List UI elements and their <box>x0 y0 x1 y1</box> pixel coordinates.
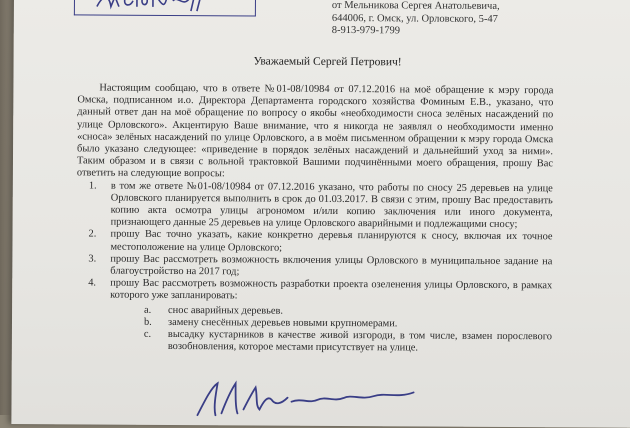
list-item <box>76 278 552 356</box>
item-number: 1. <box>88 180 97 192</box>
sub-item-letter: c. <box>143 328 152 340</box>
sub-list <box>110 304 552 356</box>
item-text: прошу Вас рассмотреть возможность включения улицы Орловского в муниципальное задание на благоустройство на 2017 год; <box>110 253 553 278</box>
sub-item-text: снос аварийных деревьев. <box>168 304 284 317</box>
sub-item-letter: a. <box>144 304 152 316</box>
sender-info <box>332 0 500 38</box>
sub-item-text: замену снесённых деревьев новыми крупномерами. <box>167 316 398 330</box>
handwritten-signature <box>191 379 421 418</box>
list-item <box>76 229 552 256</box>
item-text: прошу Вас рассмотреть возможность разработки проекта озеленения улицы Орловского, в рамках которого уже запланировать: <box>110 277 553 302</box>
sub-item-letter: b. <box>143 316 152 328</box>
registration-stamp <box>74 0 256 16</box>
sub-list-item <box>110 329 552 356</box>
letter-page <box>11 0 630 428</box>
stamp-handwriting <box>93 0 213 13</box>
sender-line: 644006, г. Омск, ул. Орловского, 5-47 <box>331 12 498 25</box>
question-list <box>76 180 553 356</box>
sender-line: 8-913-979-1799 <box>331 24 401 37</box>
item-number: 2. <box>88 228 97 240</box>
item-number: 3. <box>88 253 97 265</box>
list-item <box>77 180 553 232</box>
list-item <box>76 253 552 280</box>
item-text: прошу Вас точно указать, какие конкретно деревья планируются к сносу, включая их точное местоположение на улице Орловского; <box>110 229 553 254</box>
item-number: 4. <box>88 277 97 289</box>
sender-line: от Мельникова Сергея Анатольевича, <box>331 0 500 12</box>
letter-body <box>76 82 554 355</box>
sub-item-text: высадку кустарников в качестве живой изгороди, в том числе, взамен порослевого возобновления, которое местами присутствует на улице. <box>167 329 552 354</box>
greeting: Уважаемый Сергей Петрович! <box>253 55 402 69</box>
item-text: в том же ответе №01-08/10984 от 07.12.2016 указано, что работы по сносу 25 деревьев на улице Орловского планируется выполнить в срок до 01.03.2017. В связи с этим, прошу Вас предоставить копию акта осмотра улицы агрономом и/или копию заключения или иного документа, признающего данные 25 деревьев на улице Орловского аварийными и подлежащими сносу; <box>110 180 553 231</box>
intro-paragraph: Настоящим сообщаю, что в ответе №01-08/10984 от 07.12.2016 на моё обращение к мэру города Омска, подписанном и.о. Директора Департамента городского хозяйства Фоминым Е.В., указано, что данный ответ дан на моё обращение по вопросу о якобы «необходимости сноса зелёных насаждений по улице Орловского». Акцентирую Ваше внимание, что я никогда не заявлял о необходимости именно «сноса» зелёных насаждений по улице Орловского, а в моём письменном обращении к мэру города Омска было указано следующее: «приведение в порядок зелёных насаждений и дальнейший уход за ними». Таким образом и в связи с вольной трактовкой Вашими подчинёнными моего обращения, прошу Вас ответить на следующие вопросы: <box>76 82 554 180</box>
